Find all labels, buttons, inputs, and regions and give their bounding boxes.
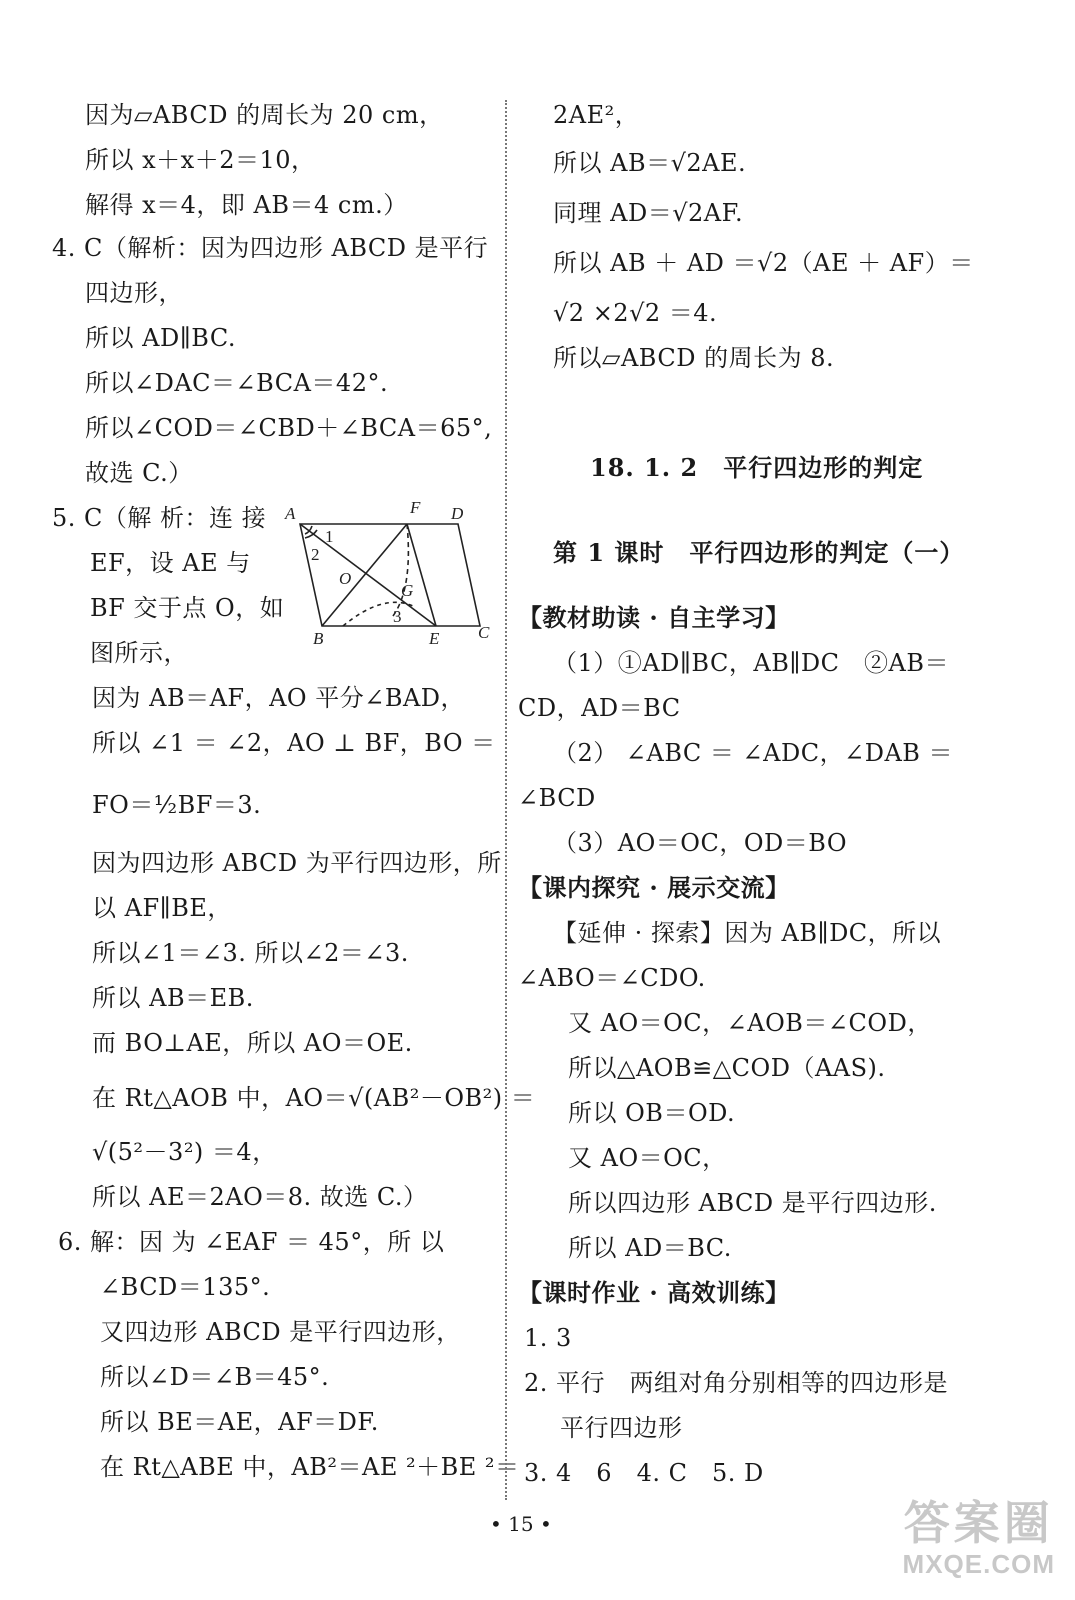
left-line-17: 因为四边形 ABCD 为平行四边形，所: [92, 849, 502, 877]
segment-ef: [407, 524, 436, 626]
left-line-7: 所以∠DAC＝∠BCA＝42°.: [85, 369, 389, 397]
arc-be: [343, 602, 413, 626]
left-line-27: 又四边形 ABCD 是平行四边形，: [100, 1318, 461, 1346]
right-line-6: 所以▱ABCD 的周长为 8.: [553, 344, 835, 372]
left-line-24: 所以 AE＝2AO＝8. 故选 C.）: [92, 1183, 428, 1211]
right-line-5: √2 ×2√2 ＝4.: [553, 299, 718, 327]
right-line-1: 2AE²，: [553, 101, 640, 129]
label-2: 2: [311, 545, 320, 564]
right-line-15: 【课内探究 · 展示交流】: [518, 873, 790, 902]
left-line-1: 因为▱ABCD 的周长为 20 cm，: [85, 101, 444, 129]
right-line-16: 【延伸 · 探索】因为 AB∥DC，所以: [553, 919, 942, 947]
right-line-22: 所以四边形 ABCD 是平行四边形.: [568, 1189, 937, 1217]
left-line-29: 所以 BE＝AE，AF＝DF.: [100, 1408, 379, 1436]
right-line-13: ∠BCD: [518, 784, 596, 812]
label-f: F: [410, 498, 421, 517]
left-line-8: 所以∠COD＝∠CBD＋∠BCA＝65°,: [85, 414, 493, 442]
label-e: E: [429, 629, 440, 648]
left-line-19: 所以∠1＝∠3. 所以∠2＝∠3.: [92, 939, 409, 967]
left-line-15: 所以 ∠1 ＝ ∠2，AO ⊥ BF，BO ＝: [92, 729, 496, 757]
right-line-27: 平行四边形: [560, 1414, 683, 1442]
left-line-13: 图所示，: [90, 639, 188, 667]
left-line-21: 而 BO⊥AE，所以 AO＝OE.: [92, 1029, 413, 1057]
right-line-18: 又 AO＝OC，∠AOB＝∠COD，: [568, 1009, 932, 1037]
left-line-4: 4. C（解析：因为四边形 ABCD 是平行: [52, 234, 489, 262]
right-line-17: ∠ABO＝∠CDO.: [518, 964, 706, 992]
left-line-22: 在 Rt△AOB 中，AO＝√(AB²－OB²) ＝: [92, 1084, 536, 1112]
left-line-26: ∠BCD＝135°.: [100, 1273, 271, 1301]
right-line-2: 所以 AB＝√2AE.: [553, 149, 747, 177]
watermark-url: MXQE.COM: [902, 1549, 1055, 1579]
left-line-5: 四边形，: [85, 279, 183, 307]
left-line-10: 5. C（解 析：连 接: [52, 504, 267, 532]
right-line-8: 第 1 课时 平行四边形的判定（一）: [553, 538, 965, 567]
right-line-25: 1. 3: [524, 1324, 572, 1352]
left-line-25: 6. 解：因 为 ∠EAF ＝ 45°，所 以: [58, 1228, 445, 1256]
right-line-23: 所以 AD＝BC.: [568, 1234, 732, 1262]
segment-ae: [300, 524, 436, 626]
label-c: C: [478, 623, 490, 642]
right-line-9: 【教材助读 · 自主学习】: [518, 603, 790, 632]
left-line-30: 在 Rt△ABE 中，AB²＝AE ²＋BE ²＝: [100, 1453, 520, 1481]
left-line-23: √(5²－3²) ＝4，: [92, 1138, 277, 1166]
column-divider: [505, 100, 507, 1500]
left-line-18: 以 AF∥BE，: [92, 894, 232, 922]
right-line-24: 【课时作业 · 高效训练】: [518, 1278, 790, 1307]
label-o: O: [339, 569, 352, 588]
watermark-text: 答案圈: [903, 1497, 1054, 1549]
right-line-12: （2） ∠ABC ＝ ∠ADC，∠DAB ＝: [553, 739, 954, 767]
label-g: G: [401, 581, 414, 600]
right-line-11: CD，AD＝BC: [518, 694, 681, 722]
right-line-4: 所以 AB ＋ AD ＝√2（AE ＋ AF）＝: [553, 249, 974, 277]
watermark: [903, 1497, 1055, 1580]
label-a: A: [285, 504, 296, 523]
parallelogram-figure: [283, 498, 498, 653]
left-line-16: FO＝½BF＝3.: [92, 791, 262, 819]
left-line-28: 所以∠D＝∠B＝45°.: [100, 1363, 330, 1391]
label-d: D: [451, 504, 464, 523]
left-line-2: 所以 x＋x＋2＝10，: [85, 146, 316, 174]
left-line-11: EF，设 AE 与: [90, 549, 251, 577]
left-line-6: 所以 AD∥BC.: [85, 324, 237, 352]
label-b: B: [313, 629, 324, 648]
right-line-14: （3）AO＝OC，OD＝BO: [553, 829, 847, 857]
left-line-20: 所以 AB＝EB.: [92, 984, 254, 1012]
label-1: 1: [325, 527, 334, 546]
right-line-21: 又 AO＝OC，: [568, 1144, 727, 1172]
right-line-3: 同理 AD＝√2AF.: [553, 199, 744, 227]
right-line-7: 18. 1. 2 平行四边形的判定: [590, 453, 924, 482]
right-line-26: 2. 平行 两组对角分别相等的四边形是: [524, 1369, 949, 1397]
left-line-14: 因为 AB＝AF，AO 平分∠BAD，: [92, 684, 466, 712]
left-line-9: 故选 C.）: [85, 459, 193, 487]
page-number: • 15 •: [490, 1512, 552, 1536]
right-line-19: 所以△AOB≌△COD（AAS).: [568, 1054, 886, 1082]
right-line-28: 3. 4 6 4. C 5. D: [524, 1459, 764, 1487]
label-3: 3: [393, 607, 402, 626]
left-line-12: BF 交于点 O，如: [90, 594, 285, 622]
right-line-20: 所以 OB＝OD.: [568, 1099, 736, 1127]
right-line-10: （1）①AD∥BC，AB∥DC ②AB＝: [553, 649, 950, 677]
left-line-3: 解得 x＝4，即 AB＝4 cm.）: [85, 191, 408, 219]
